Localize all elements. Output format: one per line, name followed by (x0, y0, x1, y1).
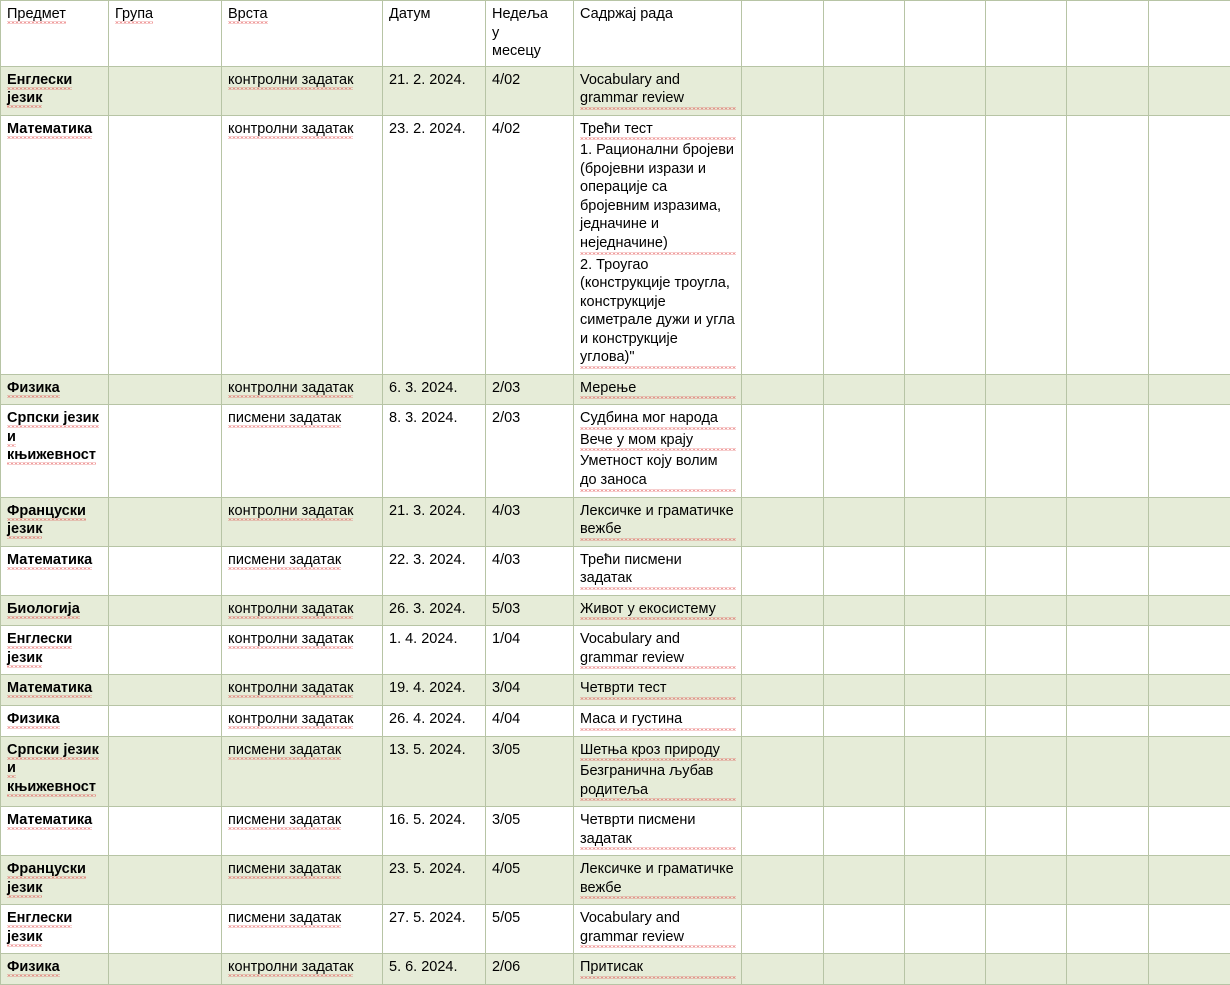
cell-extra-6 (1149, 705, 1230, 736)
week-label: 4/03 (492, 552, 520, 568)
cell-extra-4 (986, 705, 1067, 736)
cell-extra-6 (1149, 405, 1230, 497)
header-label-subject: Предмет (7, 6, 66, 24)
cell-date (383, 905, 486, 954)
cell-extra-3 (905, 736, 986, 807)
type-label: писмени задатак (228, 410, 341, 428)
cell-week (486, 905, 574, 954)
content-line: Трећи писмени задатак (580, 551, 736, 590)
subject-label: Енглески језик (7, 631, 72, 668)
cell-extra-2 (824, 705, 905, 736)
cell-group (109, 546, 222, 595)
cell-group (109, 905, 222, 954)
header-cell-subject (1, 1, 109, 67)
cell-subject (1, 66, 109, 115)
cell-extra-4 (986, 905, 1067, 954)
cell-week (486, 66, 574, 115)
subject-label: Физика (7, 959, 60, 977)
type-label: контролни задатак (228, 680, 353, 698)
cell-subject (1, 736, 109, 807)
table-row (1, 405, 1230, 497)
content-line: 2. Троугао (конструкције троугла, конструкције симетрале дужи и угла и конструкције углова)" (580, 256, 736, 369)
date-label: 6. 3. 2024. (389, 380, 458, 396)
cell-extra-4 (986, 856, 1067, 905)
content-line: Четврти писмени задатак (580, 811, 736, 850)
cell-extra-5 (1067, 497, 1149, 546)
content-line: Vocabulary and grammar review (580, 909, 736, 948)
cell-extra-3 (905, 405, 986, 497)
header-cell-extra-6 (1149, 1, 1230, 67)
header-cell-week (486, 1, 574, 67)
cell-extra-5 (1067, 705, 1149, 736)
cell-extra-1 (742, 546, 824, 595)
cell-week (486, 705, 574, 736)
cell-group (109, 115, 222, 374)
cell-extra-3 (905, 905, 986, 954)
cell-content (574, 497, 742, 546)
cell-week (486, 595, 574, 626)
cell-group (109, 954, 222, 985)
content-line: Вече у мом крају (580, 431, 736, 452)
date-label: 26. 4. 2024. (389, 711, 466, 727)
cell-content (574, 905, 742, 954)
cell-date (383, 497, 486, 546)
table-row (1, 626, 1230, 675)
content-line: Безгранична љубав родитеља (580, 762, 736, 801)
cell-extra-4 (986, 675, 1067, 706)
cell-extra-2 (824, 595, 905, 626)
content-line: Судбина мог народа (580, 409, 736, 430)
cell-extra-6 (1149, 66, 1230, 115)
cell-subject (1, 807, 109, 856)
header-cell-type (222, 1, 383, 67)
cell-group (109, 626, 222, 675)
table-row (1, 546, 1230, 595)
week-label: 3/05 (492, 812, 520, 828)
cell-extra-3 (905, 954, 986, 985)
cell-extra-5 (1067, 856, 1149, 905)
cell-extra-5 (1067, 736, 1149, 807)
cell-extra-1 (742, 115, 824, 374)
cell-subject (1, 705, 109, 736)
cell-type (222, 954, 383, 985)
table-row (1, 856, 1230, 905)
cell-extra-1 (742, 856, 824, 905)
content-line: Трећи тест (580, 120, 736, 141)
cell-extra-1 (742, 595, 824, 626)
subject-label: Физика (7, 380, 60, 398)
type-label: писмени задатак (228, 812, 341, 830)
cell-week (486, 675, 574, 706)
week-label: 4/02 (492, 72, 520, 88)
content-line: Vocabulary and grammar review (580, 630, 736, 669)
cell-extra-2 (824, 807, 905, 856)
cell-extra-1 (742, 66, 824, 115)
cell-type (222, 856, 383, 905)
header-cell-group (109, 1, 222, 67)
type-label: писмени задатак (228, 910, 341, 928)
cell-extra-1 (742, 405, 824, 497)
cell-subject (1, 675, 109, 706)
header-cell-extra-4 (986, 1, 1067, 67)
cell-subject (1, 856, 109, 905)
cell-group (109, 374, 222, 405)
cell-group (109, 497, 222, 546)
cell-extra-2 (824, 856, 905, 905)
cell-extra-5 (1067, 374, 1149, 405)
date-label: 19. 4. 2024. (389, 680, 466, 696)
cell-group (109, 675, 222, 706)
week-label: 2/03 (492, 380, 520, 396)
cell-date (383, 736, 486, 807)
header-label-type: Врста (228, 6, 268, 24)
cell-content (574, 675, 742, 706)
table-row (1, 807, 1230, 856)
cell-group (109, 595, 222, 626)
table-row (1, 675, 1230, 706)
header-cell-extra-1 (742, 1, 824, 67)
cell-date (383, 705, 486, 736)
cell-week (486, 497, 574, 546)
header-cell-extra-2 (824, 1, 905, 67)
cell-extra-3 (905, 546, 986, 595)
cell-date (383, 954, 486, 985)
week-label: 1/04 (492, 631, 520, 647)
cell-extra-3 (905, 497, 986, 546)
date-label: 23. 2. 2024. (389, 121, 466, 137)
cell-extra-2 (824, 66, 905, 115)
cell-subject (1, 497, 109, 546)
cell-type (222, 66, 383, 115)
cell-extra-6 (1149, 807, 1230, 856)
cell-content (574, 856, 742, 905)
cell-type (222, 675, 383, 706)
cell-type (222, 546, 383, 595)
cell-extra-4 (986, 626, 1067, 675)
subject-label: Српски језик и књижевност (7, 742, 99, 797)
cell-extra-5 (1067, 905, 1149, 954)
cell-extra-5 (1067, 595, 1149, 626)
cell-extra-4 (986, 405, 1067, 497)
cell-extra-3 (905, 807, 986, 856)
cell-content (574, 595, 742, 626)
cell-extra-6 (1149, 675, 1230, 706)
cell-extra-6 (1149, 626, 1230, 675)
cell-extra-5 (1067, 675, 1149, 706)
date-label: 1. 4. 2024. (389, 631, 458, 647)
table-row (1, 905, 1230, 954)
cell-extra-4 (986, 736, 1067, 807)
cell-week (486, 856, 574, 905)
date-label: 13. 5. 2024. (389, 742, 466, 758)
cell-date (383, 675, 486, 706)
cell-extra-6 (1149, 856, 1230, 905)
cell-extra-6 (1149, 905, 1230, 954)
header-cell-extra-5 (1067, 1, 1149, 67)
cell-extra-2 (824, 115, 905, 374)
subject-label: Математика (7, 552, 92, 570)
table-row (1, 736, 1230, 807)
week-label: 4/03 (492, 503, 520, 519)
header-cell-content (574, 1, 742, 67)
subject-label: Српски језик и књижевност (7, 410, 99, 465)
cell-group (109, 807, 222, 856)
type-label: писмени задатак (228, 742, 341, 760)
cell-subject (1, 374, 109, 405)
content-line: Лексичке и граматичке вежбе (580, 860, 736, 899)
week-label: 2/06 (492, 959, 520, 975)
cell-extra-6 (1149, 954, 1230, 985)
cell-group (109, 705, 222, 736)
type-label: контролни задатак (228, 711, 353, 729)
cell-date (383, 405, 486, 497)
cell-extra-1 (742, 705, 824, 736)
type-label: контролни задатак (228, 631, 353, 649)
content-line: Маса и густина (580, 710, 736, 731)
week-label: 4/04 (492, 711, 520, 727)
cell-week (486, 807, 574, 856)
cell-extra-3 (905, 374, 986, 405)
cell-subject (1, 546, 109, 595)
cell-content (574, 807, 742, 856)
type-label: писмени задатак (228, 552, 341, 570)
cell-content (574, 66, 742, 115)
cell-type (222, 807, 383, 856)
cell-extra-3 (905, 626, 986, 675)
type-label: контролни задатак (228, 380, 353, 398)
cell-extra-1 (742, 374, 824, 405)
cell-week (486, 736, 574, 807)
subject-label: Енглески језик (7, 910, 72, 947)
cell-extra-1 (742, 497, 824, 546)
cell-extra-4 (986, 595, 1067, 626)
week-label: 5/03 (492, 601, 520, 617)
type-label: писмени задатак (228, 861, 341, 879)
cell-extra-4 (986, 374, 1067, 405)
cell-date (383, 546, 486, 595)
type-label: контролни задатак (228, 601, 353, 619)
table-body (1, 66, 1230, 984)
cell-extra-2 (824, 497, 905, 546)
cell-extra-4 (986, 954, 1067, 985)
cell-extra-6 (1149, 546, 1230, 595)
header-row (1, 1, 1230, 67)
cell-type (222, 115, 383, 374)
cell-subject (1, 405, 109, 497)
subject-label: Математика (7, 680, 92, 698)
cell-week (486, 954, 574, 985)
cell-extra-6 (1149, 497, 1230, 546)
cell-extra-2 (824, 626, 905, 675)
header-cell-date (383, 1, 486, 67)
header-label-date: Датум (389, 6, 430, 22)
content-line: Уметност коју волим до заноса (580, 452, 736, 491)
cell-extra-1 (742, 954, 824, 985)
cell-content (574, 115, 742, 374)
week-label: 4/02 (492, 121, 520, 137)
cell-group (109, 66, 222, 115)
table-row (1, 954, 1230, 985)
cell-type (222, 626, 383, 675)
cell-extra-6 (1149, 736, 1230, 807)
cell-type (222, 595, 383, 626)
cell-type (222, 405, 383, 497)
date-label: 26. 3. 2024. (389, 601, 466, 617)
subject-label: Физика (7, 711, 60, 729)
cell-extra-3 (905, 675, 986, 706)
subject-label: Француски језик (7, 861, 86, 898)
week-label: 3/04 (492, 680, 520, 696)
cell-extra-3 (905, 115, 986, 374)
cell-date (383, 115, 486, 374)
cell-extra-2 (824, 675, 905, 706)
cell-group (109, 405, 222, 497)
cell-group (109, 856, 222, 905)
cell-content (574, 954, 742, 985)
cell-type (222, 736, 383, 807)
cell-extra-5 (1067, 954, 1149, 985)
cell-extra-2 (824, 374, 905, 405)
cell-subject (1, 115, 109, 374)
table-row (1, 595, 1230, 626)
table-row (1, 374, 1230, 405)
cell-extra-5 (1067, 115, 1149, 374)
date-label: 23. 5. 2024. (389, 861, 466, 877)
cell-week (486, 405, 574, 497)
content-line: Притисак (580, 958, 736, 979)
cell-extra-3 (905, 856, 986, 905)
week-label: 3/05 (492, 742, 520, 758)
cell-date (383, 374, 486, 405)
cell-extra-2 (824, 905, 905, 954)
cell-subject (1, 954, 109, 985)
table-row (1, 497, 1230, 546)
cell-type (222, 497, 383, 546)
content-line: Шетња кроз природу (580, 741, 736, 762)
type-label: контролни задатак (228, 503, 353, 521)
header-label-week-line2: у (492, 24, 568, 43)
cell-extra-4 (986, 115, 1067, 374)
content-line: Мерење (580, 379, 736, 400)
cell-extra-2 (824, 546, 905, 595)
type-label: контролни задатак (228, 72, 353, 90)
cell-content (574, 546, 742, 595)
header-label-week-line3: месецу (492, 42, 568, 61)
cell-date (383, 66, 486, 115)
cell-extra-1 (742, 736, 824, 807)
cell-extra-5 (1067, 807, 1149, 856)
cell-subject (1, 595, 109, 626)
type-label: контролни задатак (228, 121, 353, 139)
cell-extra-3 (905, 66, 986, 115)
week-label: 5/05 (492, 910, 520, 926)
cell-subject (1, 905, 109, 954)
cell-extra-1 (742, 626, 824, 675)
date-label: 16. 5. 2024. (389, 812, 466, 828)
header-label-week-line1: Недеља (492, 5, 568, 24)
cell-type (222, 374, 383, 405)
cell-date (383, 807, 486, 856)
cell-content (574, 736, 742, 807)
cell-week (486, 374, 574, 405)
cell-extra-5 (1067, 546, 1149, 595)
date-label: 5. 6. 2024. (389, 959, 458, 975)
date-label: 21. 3. 2024. (389, 503, 466, 519)
cell-extra-5 (1067, 66, 1149, 115)
date-label: 27. 5. 2024. (389, 910, 466, 926)
cell-extra-2 (824, 736, 905, 807)
content-line: Четврти тест (580, 679, 736, 700)
header-cell-extra-3 (905, 1, 986, 67)
table-row (1, 705, 1230, 736)
content-line: Живот у екосистему (580, 600, 736, 621)
content-line: 1. Рационални бројеви (бројевни изрази и операције са бројевним изразима, једначине и неједначине) (580, 141, 736, 254)
cell-week (486, 115, 574, 374)
cell-content (574, 626, 742, 675)
cell-extra-2 (824, 954, 905, 985)
subject-label: Математика (7, 121, 92, 139)
cell-date (383, 856, 486, 905)
cell-content (574, 405, 742, 497)
cell-date (383, 595, 486, 626)
week-label: 4/05 (492, 861, 520, 877)
cell-extra-3 (905, 705, 986, 736)
type-label: контролни задатак (228, 959, 353, 977)
cell-extra-5 (1067, 626, 1149, 675)
cell-extra-4 (986, 546, 1067, 595)
content-line: Лексичке и граматичке вежбе (580, 502, 736, 541)
cell-extra-1 (742, 675, 824, 706)
cell-extra-4 (986, 807, 1067, 856)
header-label-content: Садржај рада (580, 6, 673, 22)
cell-extra-5 (1067, 405, 1149, 497)
subject-label: Француски језик (7, 503, 86, 540)
header-label-group: Група (115, 6, 153, 24)
cell-extra-3 (905, 595, 986, 626)
cell-extra-4 (986, 497, 1067, 546)
date-label: 21. 2. 2024. (389, 72, 466, 88)
cell-week (486, 626, 574, 675)
date-label: 8. 3. 2024. (389, 410, 458, 426)
cell-extra-2 (824, 405, 905, 497)
cell-group (109, 736, 222, 807)
cell-date (383, 626, 486, 675)
table-row (1, 66, 1230, 115)
table-row (1, 115, 1230, 374)
cell-subject (1, 626, 109, 675)
cell-extra-6 (1149, 374, 1230, 405)
subject-label: Математика (7, 812, 92, 830)
cell-extra-1 (742, 905, 824, 954)
cell-type (222, 705, 383, 736)
cell-type (222, 905, 383, 954)
subject-label: Биологија (7, 601, 80, 619)
cell-content (574, 374, 742, 405)
date-label: 22. 3. 2024. (389, 552, 466, 568)
cell-week (486, 546, 574, 595)
table-header (1, 1, 1230, 67)
cell-extra-6 (1149, 595, 1230, 626)
subject-label: Енглески језик (7, 72, 72, 109)
content-line: Vocabulary and grammar review (580, 71, 736, 110)
cell-extra-6 (1149, 115, 1230, 374)
cell-extra-1 (742, 807, 824, 856)
cell-extra-4 (986, 66, 1067, 115)
cell-content (574, 705, 742, 736)
week-label: 2/03 (492, 410, 520, 426)
